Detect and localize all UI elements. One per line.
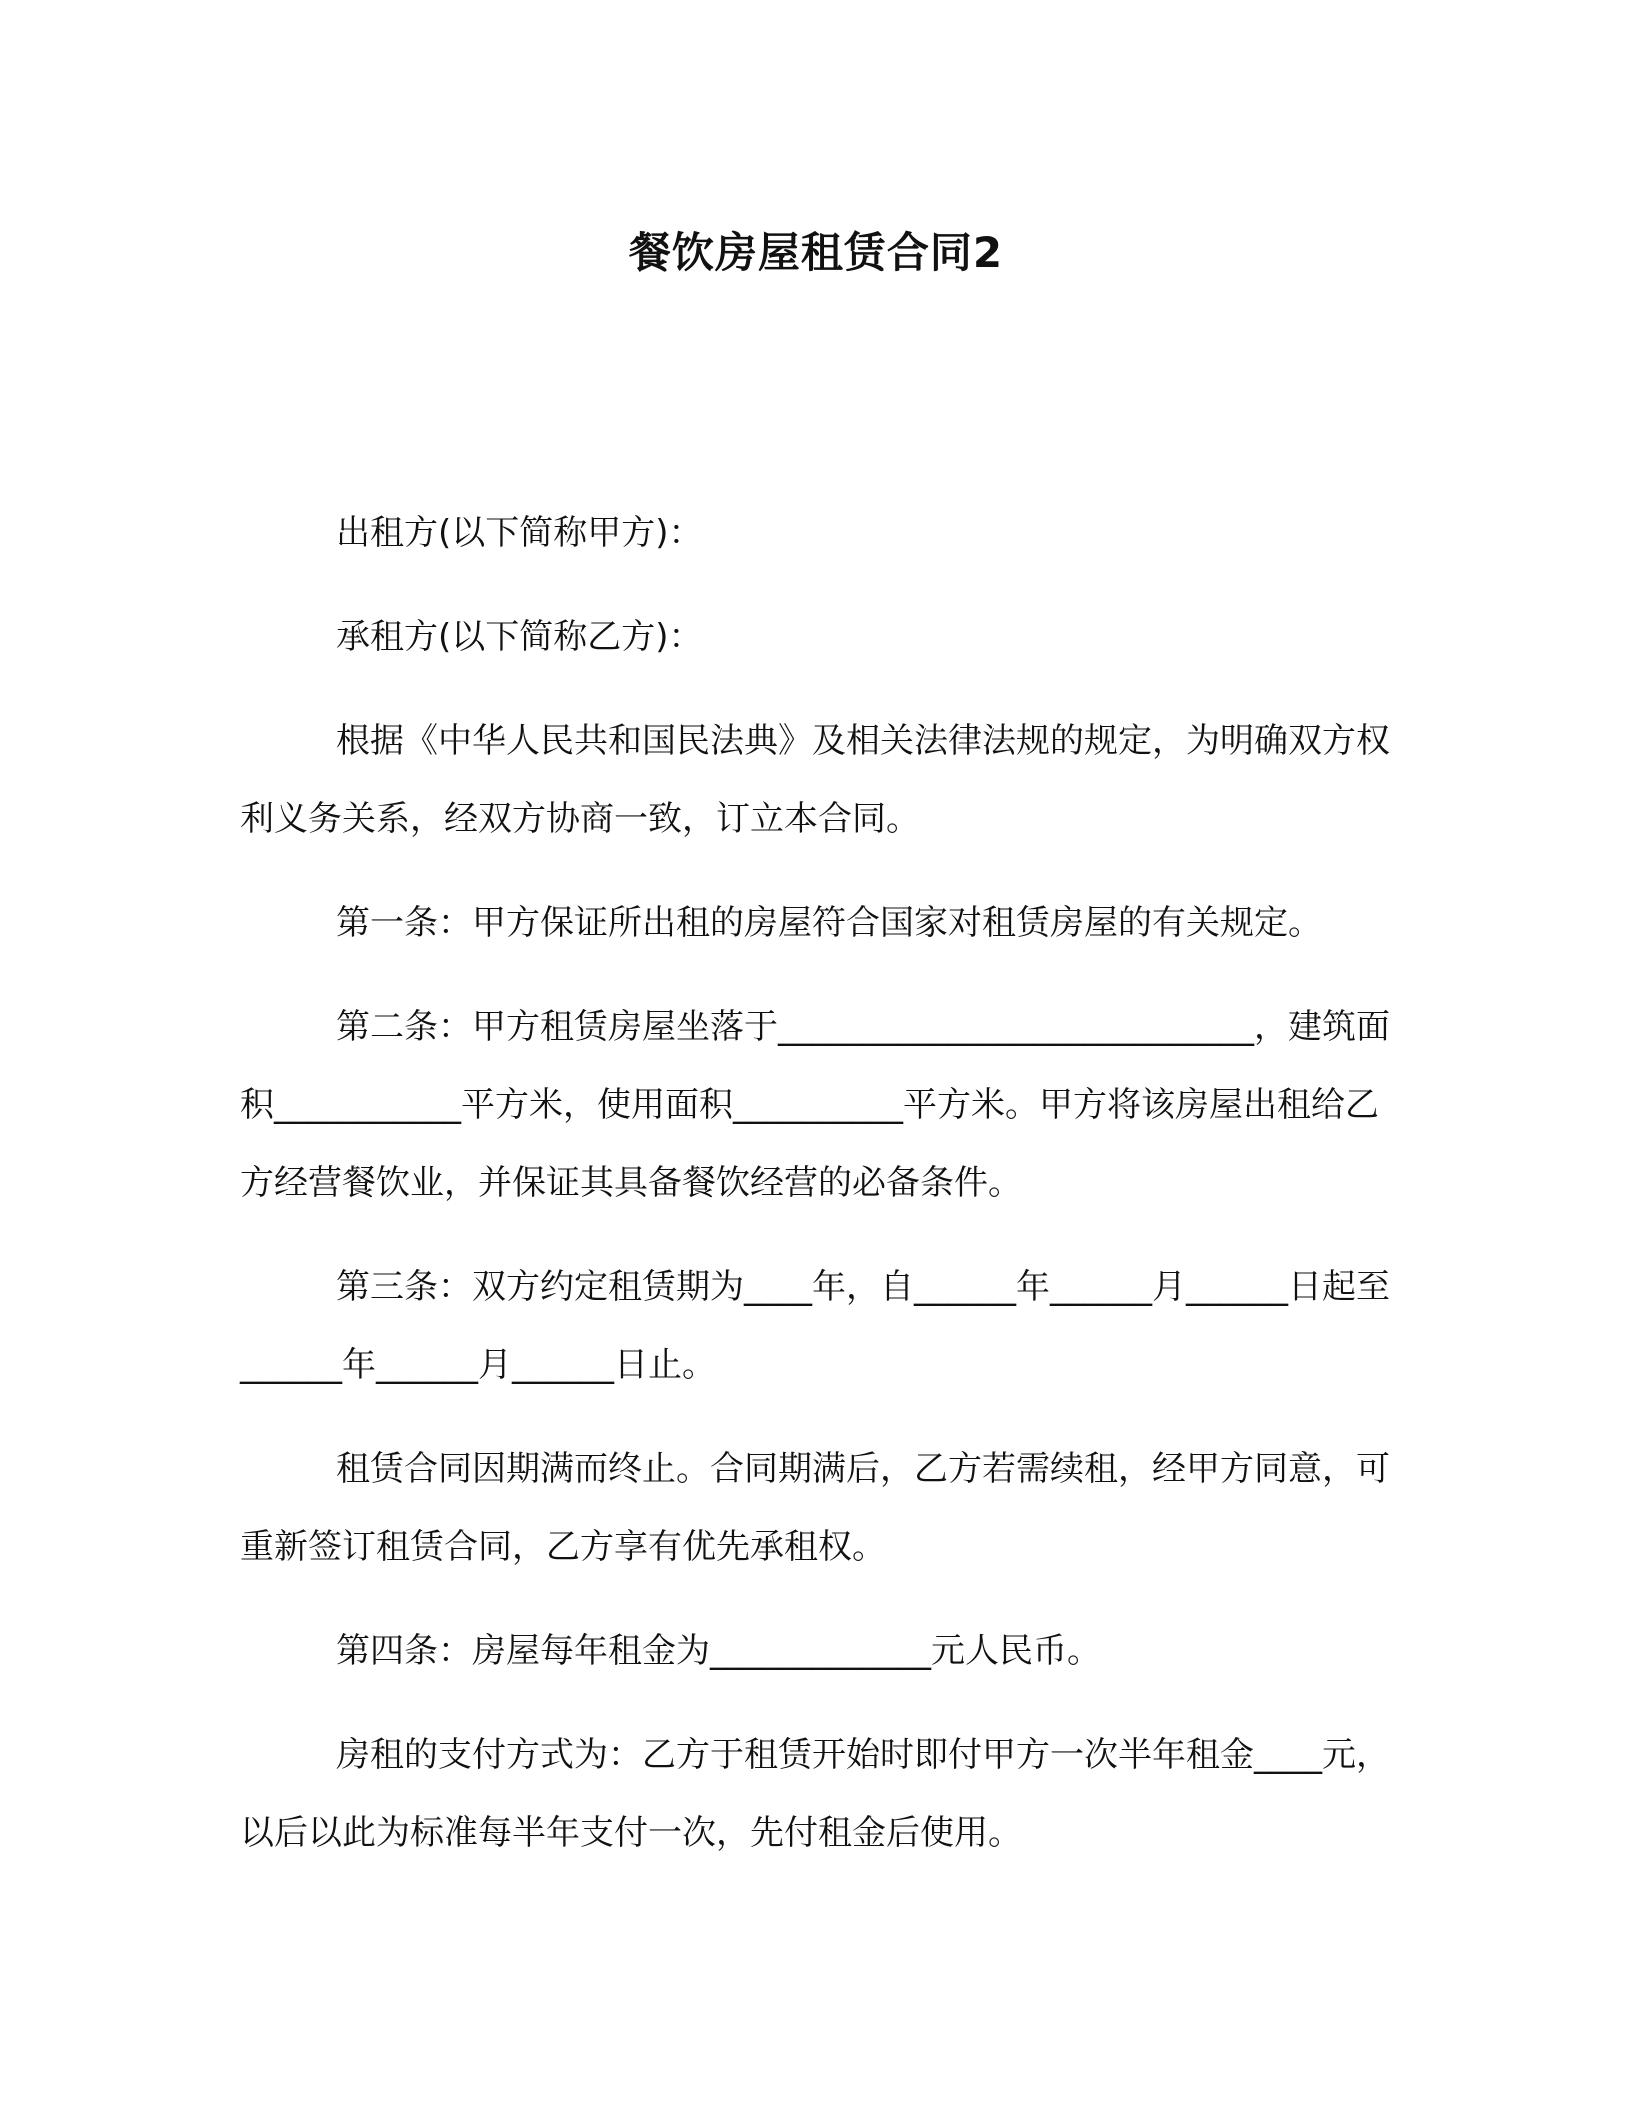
- paragraph-preamble: 根据《中华人民共和国民法典》及相关法律法规的规定，为明确双方权利义务关系，经双方协商一致，订立本合同。: [240, 721, 1390, 839]
- paragraph-article-3: 第三条：双方约定租赁期为____年，自______年______月______日起至______年______月______日止。: [240, 1267, 1390, 1385]
- paragraph-payment: 房租的支付方式为：乙方于租赁开始时即付甲方一次半年租金____元，以后以此为标准每半年支付一次，先付租金后使用。: [240, 1735, 1390, 1853]
- paragraph-lessee: 承租方(以下简称乙方)：: [336, 617, 703, 657]
- paragraph-article-1: 第一条：甲方保证所出租的房屋符合国家对租赁房屋的有关规定。: [336, 903, 1322, 943]
- paragraph-lessor: 出租方(以下简称甲方)：: [336, 513, 703, 553]
- paragraph-article-4: 第四条：房屋每年租金为_____________元人民币。: [336, 1631, 1101, 1671]
- paragraph-article-2: 第二条：甲方租赁房屋坐落于____________________________，建筑面积___________平方米，使用面积__________平方米。甲方将该房屋出租给乙方经营餐饮业，并保证其具备餐饮经营的必备条件。: [240, 1007, 1390, 1203]
- document-title: 餐饮房屋租赁合同2: [628, 228, 1004, 277]
- document-body: [240, 494, 1400, 1898]
- paragraph-renewal: 租赁合同因期满而终止。合同期满后，乙方若需续租，经甲方同意，可重新签订租赁合同，乙方享有优先承租权。: [240, 1449, 1390, 1567]
